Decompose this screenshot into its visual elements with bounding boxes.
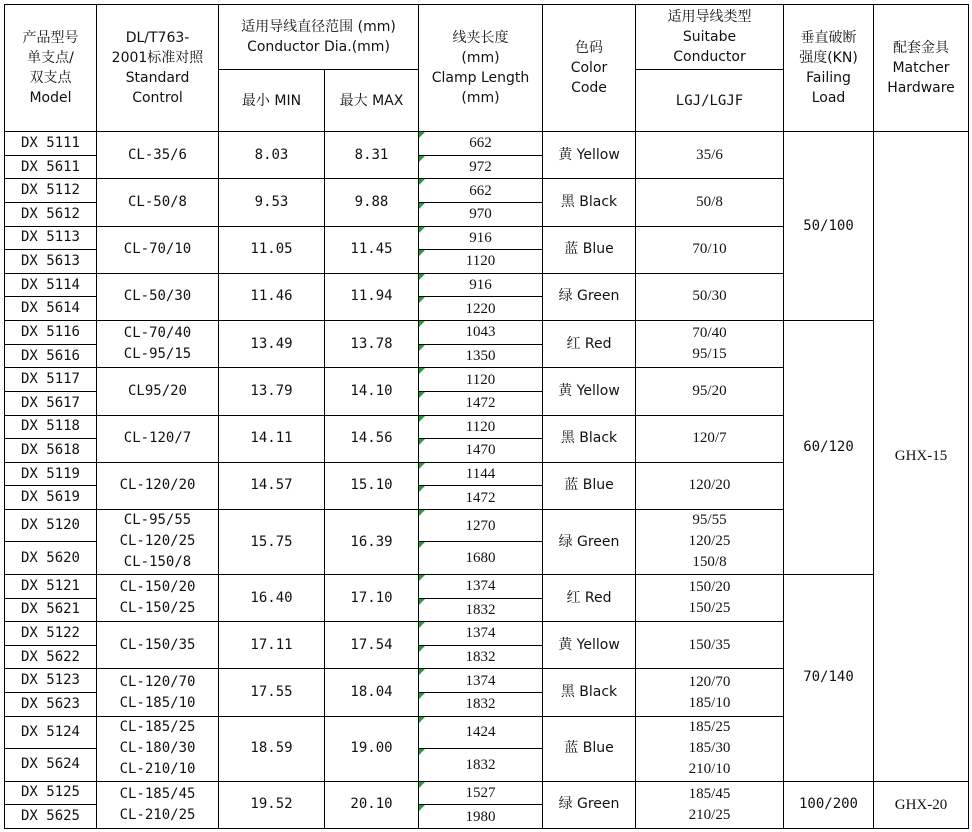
dia-max-cell: 18.04 (325, 669, 419, 716)
clamp-length-single-cell: 1374 (419, 574, 543, 598)
header-color-code: 色码 Color Code (543, 5, 636, 132)
model-double-cell: DX 5620 (5, 542, 97, 574)
standard-item: CL-150/20 (119, 579, 196, 596)
dia-min-cell: 15.75 (219, 510, 325, 575)
color-code-cell (543, 781, 636, 828)
conductor-item: 50/8 (696, 193, 723, 210)
dia-min-cell: 17.11 (219, 622, 325, 669)
model-single-cell: DX 5116 (5, 321, 97, 345)
header-matcher-hardware: 配套金具 Matcher Hardware (874, 5, 969, 132)
color-code-cell (543, 226, 636, 273)
standard-item: CL-210/10 (119, 761, 196, 778)
color-code-cell (543, 462, 636, 509)
model-single-cell: DX 5120 (5, 510, 97, 542)
standard-item: CL-120/70 (119, 673, 196, 690)
color-code-label: 绿 Green (558, 533, 620, 550)
color-code-cell (543, 179, 636, 226)
model-double-cell: DX 5613 (5, 250, 97, 274)
conductor-item: 150/20 (688, 579, 731, 596)
standard-cell (97, 669, 219, 716)
standard-item: CL-70/10 (123, 241, 192, 258)
dia-max-cell: 20.10 (325, 781, 419, 828)
dia-max-cell: 15.10 (325, 462, 419, 509)
header-clamp-length: 线夹长度 (mm) Clamp Length (mm) (419, 5, 543, 132)
conductor-cell (636, 574, 784, 621)
clamp-length-single-cell: 1374 (419, 622, 543, 646)
conductor-item: 70/10 (692, 241, 727, 258)
model-single-cell: DX 5113 (5, 226, 97, 250)
clamp-length-single-cell: 662 (419, 179, 543, 203)
dia-min-cell: 8.03 (219, 132, 325, 179)
conductor-item: 185/45 (688, 785, 731, 802)
clamp-length-single-cell: 1270 (419, 510, 543, 542)
clamp-length-double-cell: 972 (419, 155, 543, 179)
standard-item: CL-120/20 (119, 477, 196, 494)
standard-cell (97, 132, 219, 179)
color-code-label: 蓝 Blue (564, 241, 614, 258)
standard-cell (97, 462, 219, 509)
standard-item: CL-210/25 (119, 806, 196, 823)
conductor-item: 185/25 (688, 719, 731, 736)
dia-min-cell: 13.79 (219, 368, 325, 415)
conductor-item: 120/20 (688, 477, 731, 494)
conductor-item: 95/20 (692, 382, 727, 399)
standard-cell (97, 781, 219, 828)
clamp-length-single-cell: 916 (419, 226, 543, 250)
clamp-length-double-cell: 1832 (419, 645, 543, 669)
matcher-hardware-cell: GHX-15 (874, 132, 969, 782)
dia-max-cell: 11.94 (325, 273, 419, 320)
dia-max-cell: 14.10 (325, 368, 419, 415)
conductor-cell (636, 132, 784, 179)
failing-load-cell: 100/200 (784, 781, 874, 828)
color-code-cell (543, 132, 636, 179)
conductor-cell (636, 321, 784, 368)
model-double-cell: DX 5623 (5, 693, 97, 717)
table-row (5, 781, 969, 805)
standard-item: CL-120/25 (119, 533, 196, 550)
dia-max-cell: 11.45 (325, 226, 419, 273)
dia-max-cell: 16.39 (325, 510, 419, 575)
color-code-label: 绿 Green (558, 796, 620, 813)
header-failing-load: 垂直破断 强度(KN) Failing Load (784, 5, 874, 132)
color-code-label: 绿 Green (558, 288, 620, 305)
color-code-cell (543, 415, 636, 462)
clamp-length-double-cell: 970 (419, 202, 543, 226)
model-single-cell: DX 5119 (5, 462, 97, 486)
clamp-length-double-cell: 1350 (419, 344, 543, 368)
conductor-item: 95/15 (692, 346, 727, 363)
conductor-item: 210/10 (688, 761, 731, 778)
conductor-item: 120/70 (688, 673, 731, 690)
color-code-label: 黑 Black (560, 684, 618, 701)
header-dia-min: 最小 MIN (219, 70, 325, 132)
color-code-cell (543, 273, 636, 320)
dia-min-cell: 11.46 (219, 273, 325, 320)
header-dia-max: 最大 MAX (325, 70, 419, 132)
clamp-length-single-cell: 1527 (419, 781, 543, 805)
conductor-cell (636, 415, 784, 462)
color-code-label: 蓝 Blue (564, 740, 614, 757)
clamp-length-single-cell: 1424 (419, 716, 543, 748)
dia-min-cell: 13.49 (219, 321, 325, 368)
color-code-cell (543, 510, 636, 575)
conductor-item: 150/8 (692, 554, 727, 571)
clamp-length-single-cell: 662 (419, 132, 543, 156)
model-single-cell: DX 5112 (5, 179, 97, 203)
model-double-cell: DX 5614 (5, 297, 97, 321)
standard-cell (97, 510, 219, 575)
color-code-label: 黄 Yellow (558, 636, 620, 653)
spec-table-body (5, 132, 969, 829)
standard-item: CL-150/8 (123, 554, 192, 571)
conductor-item: 50/30 (692, 288, 727, 305)
model-double-cell: DX 5625 (5, 805, 97, 829)
standard-item: CL-120/7 (123, 430, 192, 447)
spec-table (4, 4, 969, 829)
standard-item: CL-185/10 (119, 694, 196, 711)
dia-min-cell: 16.40 (219, 574, 325, 621)
clamp-length-double-cell: 1472 (419, 486, 543, 510)
standard-item: CL-180/30 (119, 740, 196, 757)
standard-item: CL95/20 (127, 382, 187, 399)
dia-min-cell: 14.11 (219, 415, 325, 462)
color-code-cell (543, 669, 636, 716)
table-row (5, 321, 969, 345)
header-standard: DL/T763- 2001标准对照 Standard Control (97, 5, 219, 132)
standard-cell (97, 226, 219, 273)
conductor-cell (636, 226, 784, 273)
clamp-length-single-cell: 1043 (419, 321, 543, 345)
clamp-length-single-cell: 1120 (419, 368, 543, 392)
color-code-cell (543, 622, 636, 669)
conductor-item: 120/7 (692, 430, 727, 447)
clamp-length-double-cell: 1120 (419, 250, 543, 274)
model-double-cell: DX 5611 (5, 155, 97, 179)
conductor-cell (636, 179, 784, 226)
conductor-item: 70/40 (692, 325, 727, 342)
clamp-length-double-cell: 1470 (419, 439, 543, 463)
standard-cell (97, 716, 219, 781)
model-double-cell: DX 5617 (5, 391, 97, 415)
conductor-item: 150/35 (688, 636, 731, 653)
model-double-cell: DX 5616 (5, 344, 97, 368)
model-double-cell: DX 5619 (5, 486, 97, 510)
conductor-cell (636, 781, 784, 828)
model-single-cell: DX 5123 (5, 669, 97, 693)
dia-min-cell: 14.57 (219, 462, 325, 509)
color-code-label: 黄 Yellow (558, 382, 620, 399)
clamp-length-double-cell: 1832 (419, 598, 543, 622)
color-code-label: 蓝 Blue (564, 477, 614, 494)
model-single-cell: DX 5124 (5, 716, 97, 748)
conductor-cell (636, 368, 784, 415)
dia-min-cell: 19.52 (219, 781, 325, 828)
model-double-cell: DX 5624 (5, 749, 97, 781)
standard-item: CL-185/45 (119, 785, 196, 802)
conductor-cell (636, 510, 784, 575)
clamp-length-double-cell: 1472 (419, 391, 543, 415)
dia-max-cell: 19.00 (325, 716, 419, 781)
conductor-item: 185/10 (688, 694, 731, 711)
clamp-length-double-cell: 1680 (419, 542, 543, 574)
table-row (5, 574, 969, 598)
header-suitable-conductor: 适用导线类型 Suitabe Conductor (636, 5, 784, 70)
standard-cell (97, 574, 219, 621)
failing-load-cell: 60/120 (784, 321, 874, 575)
model-double-cell: DX 5622 (5, 645, 97, 669)
color-code-label: 黑 Black (560, 193, 618, 210)
clamp-length-single-cell: 1144 (419, 462, 543, 486)
conductor-cell (636, 462, 784, 509)
dia-max-cell: 17.54 (325, 622, 419, 669)
model-single-cell: DX 5114 (5, 273, 97, 297)
conductor-item: 210/25 (688, 806, 731, 823)
standard-item: CL-95/55 (123, 512, 192, 529)
clamp-length-single-cell: 1120 (419, 415, 543, 439)
header-model: 产品型号 单支点/ 双支点 Model (5, 5, 97, 132)
header-dia-range: 适用导线直径范围 (mm) Conductor Dia.(mm) (219, 5, 419, 70)
model-double-cell: DX 5618 (5, 439, 97, 463)
conductor-item: 150/25 (688, 600, 731, 617)
color-code-label: 黑 Black (560, 430, 618, 447)
dia-min-cell: 18.59 (219, 716, 325, 781)
clamp-length-double-cell: 1220 (419, 297, 543, 321)
standard-item: CL-150/35 (119, 636, 196, 653)
conductor-cell (636, 273, 784, 320)
dia-max-cell: 17.10 (325, 574, 419, 621)
matcher-hardware-cell: GHX-20 (874, 781, 969, 828)
table-row (5, 132, 969, 156)
standard-item: CL-185/25 (119, 719, 196, 736)
color-code-cell (543, 368, 636, 415)
color-code-cell (543, 574, 636, 621)
standard-cell (97, 368, 219, 415)
dia-max-cell: 9.88 (325, 179, 419, 226)
standard-cell (97, 415, 219, 462)
standard-item: CL-50/8 (127, 193, 187, 210)
clamp-length-single-cell: 1374 (419, 669, 543, 693)
dia-min-cell: 11.05 (219, 226, 325, 273)
standard-item: CL-150/25 (119, 600, 196, 617)
conductor-item: 95/55 (692, 512, 727, 529)
color-code-label: 红 Red (566, 335, 612, 352)
model-single-cell: DX 5122 (5, 622, 97, 646)
color-code-cell (543, 321, 636, 368)
model-single-cell: DX 5118 (5, 415, 97, 439)
clamp-length-double-cell: 1832 (419, 693, 543, 717)
failing-load-cell: 50/100 (784, 132, 874, 321)
dia-max-cell: 13.78 (325, 321, 419, 368)
color-code-label: 红 Red (566, 589, 612, 606)
header-conductor-type: LGJ/LGJF (636, 70, 784, 132)
model-double-cell: DX 5621 (5, 598, 97, 622)
conductor-item: 120/25 (688, 533, 731, 550)
standard-item: CL-70/40 (123, 325, 192, 342)
standard-item: CL-35/6 (127, 146, 187, 163)
clamp-length-double-cell: 1832 (419, 749, 543, 781)
conductor-cell (636, 669, 784, 716)
dia-min-cell: 9.53 (219, 179, 325, 226)
standard-cell (97, 179, 219, 226)
conductor-cell (636, 716, 784, 781)
model-single-cell: DX 5125 (5, 781, 97, 805)
dia-max-cell: 8.31 (325, 132, 419, 179)
model-single-cell: DX 5121 (5, 574, 97, 598)
clamp-length-single-cell: 916 (419, 273, 543, 297)
model-single-cell: DX 5117 (5, 368, 97, 392)
clamp-length-double-cell: 1980 (419, 805, 543, 829)
standard-item: CL-50/30 (123, 288, 192, 305)
standard-item: CL-95/15 (123, 346, 192, 363)
standard-cell (97, 273, 219, 320)
conductor-item: 35/6 (696, 146, 723, 163)
conductor-item: 185/30 (688, 740, 731, 757)
color-code-cell (543, 716, 636, 781)
model-single-cell: DX 5111 (5, 132, 97, 156)
color-code-label: 黄 Yellow (558, 146, 620, 163)
failing-load-cell: 70/140 (784, 574, 874, 781)
dia-min-cell: 17.55 (219, 669, 325, 716)
model-double-cell: DX 5612 (5, 202, 97, 226)
conductor-cell (636, 622, 784, 669)
dia-max-cell: 14.56 (325, 415, 419, 462)
standard-cell (97, 622, 219, 669)
standard-cell (97, 321, 219, 368)
